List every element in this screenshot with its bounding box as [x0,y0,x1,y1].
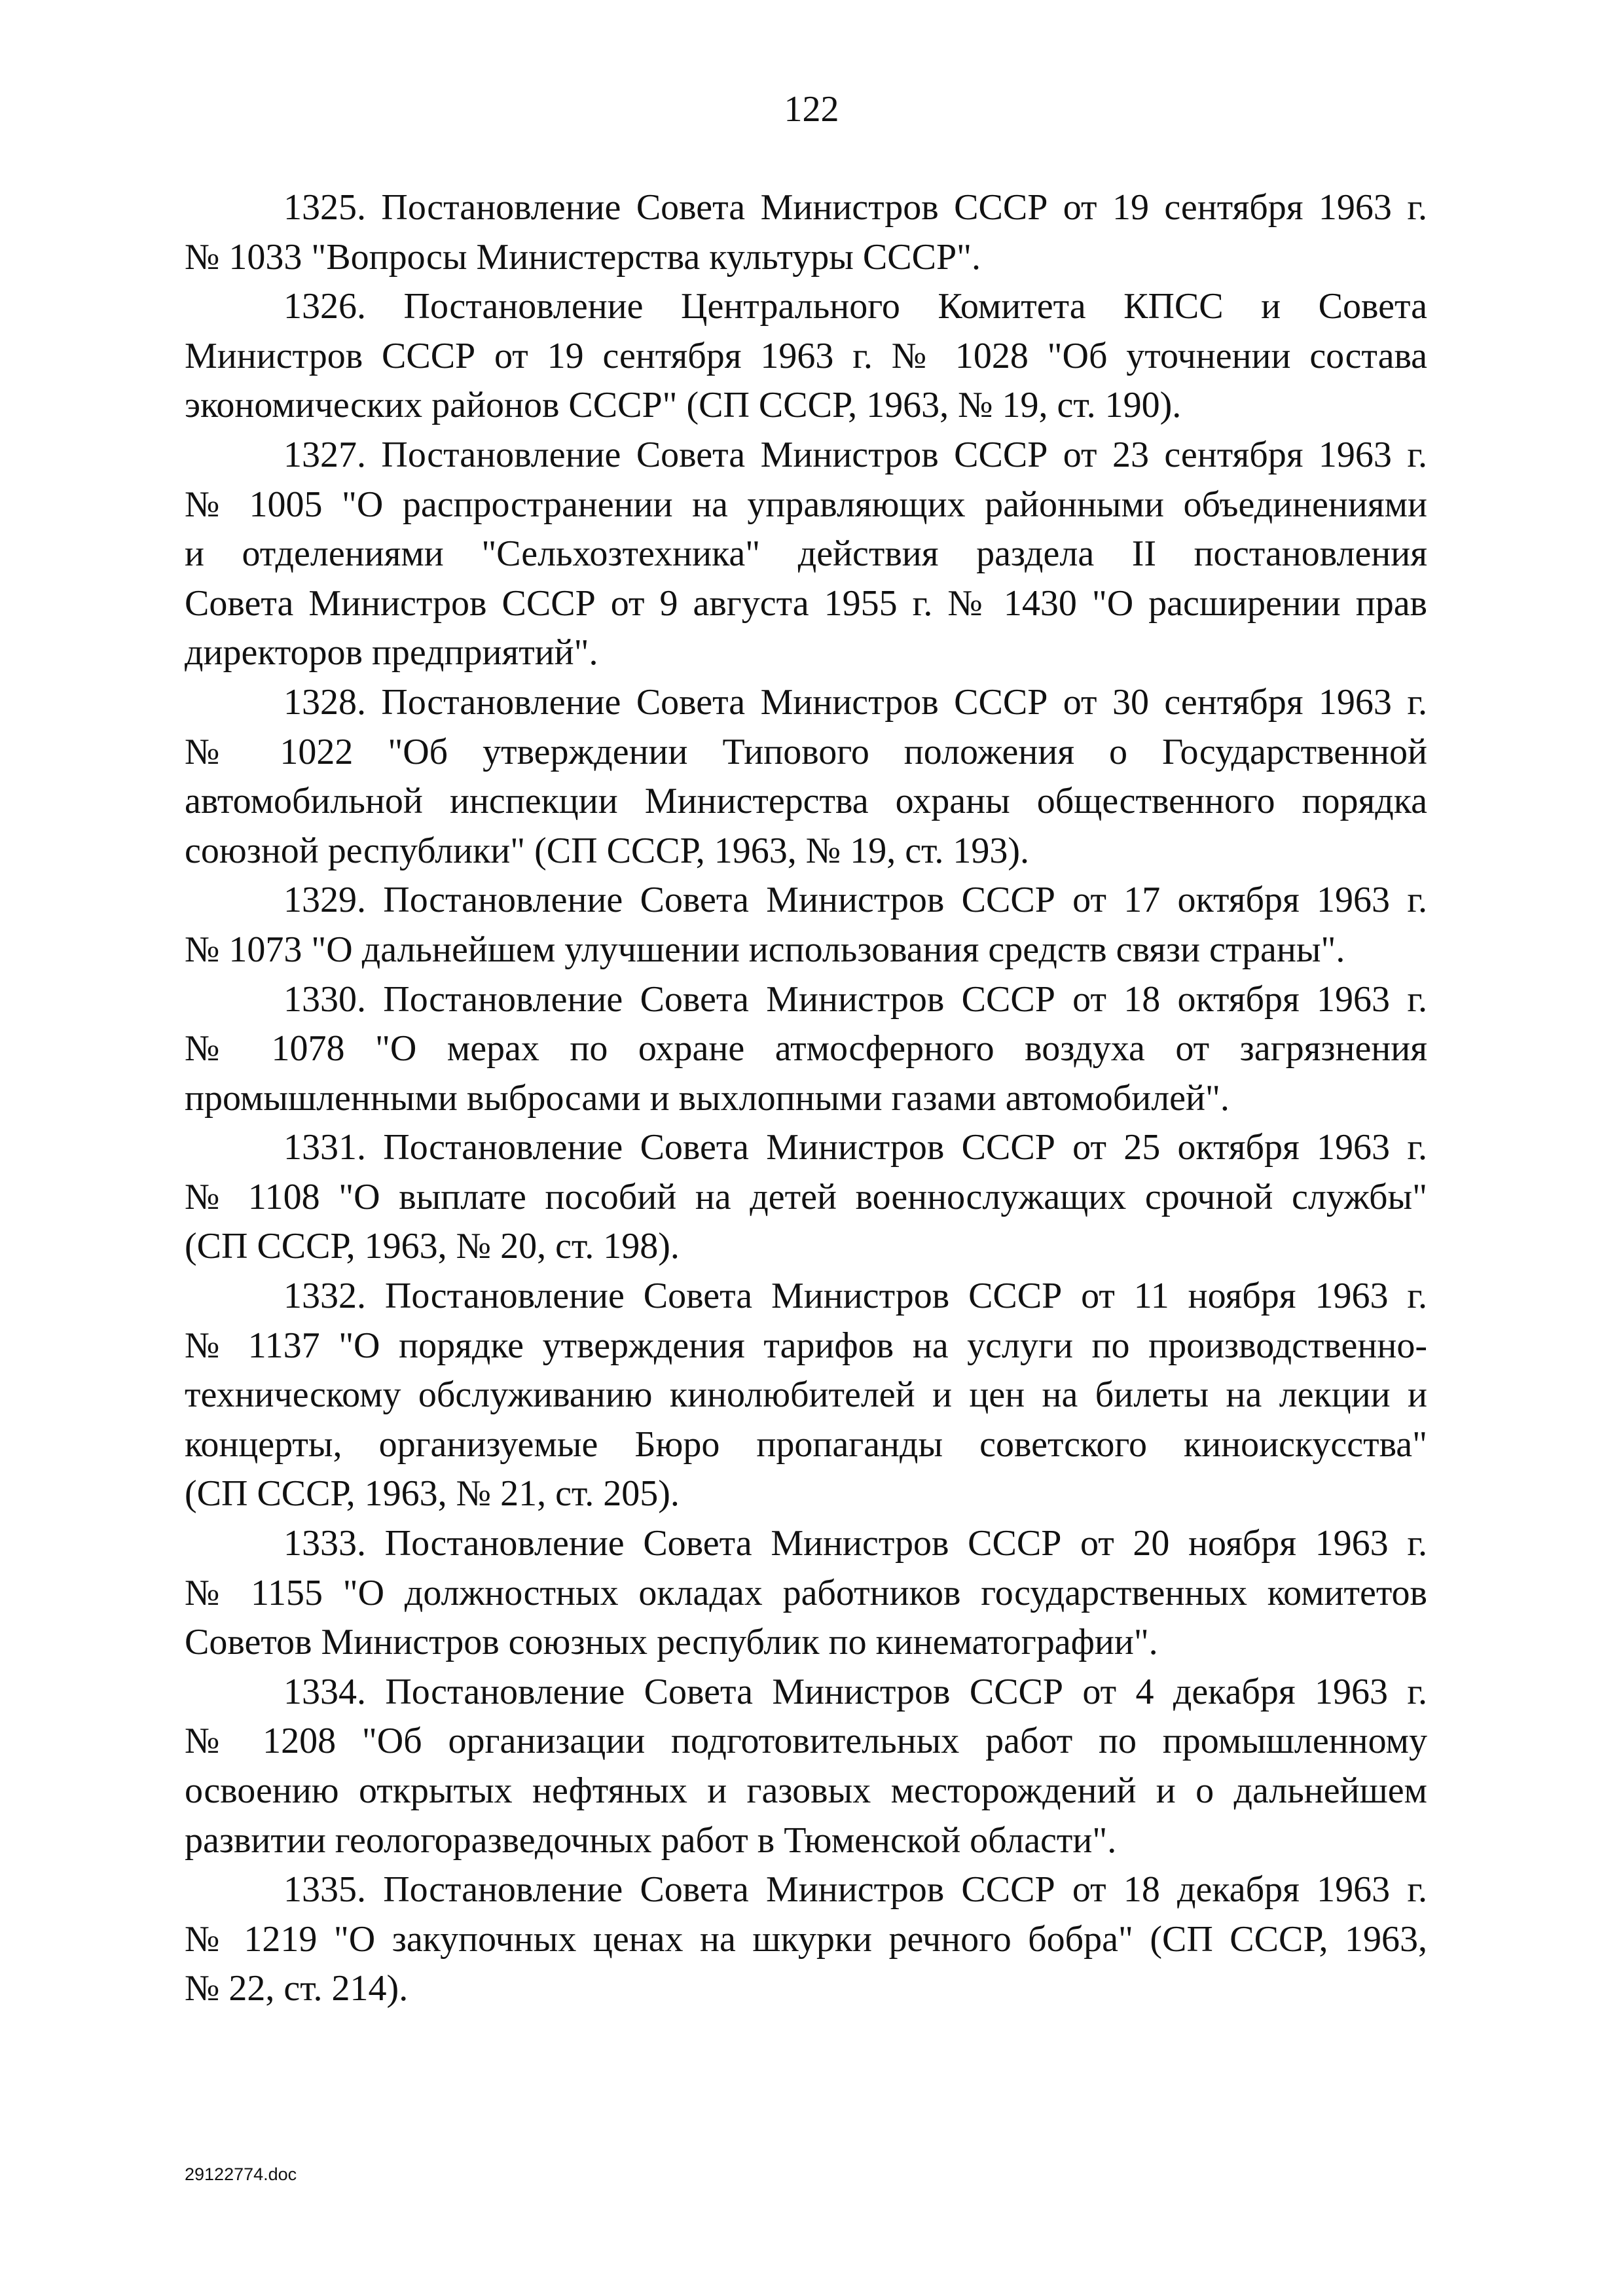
entry-line: концерты, организуемые Бюро пропаганды советского киноискусства" [185,1424,1427,1465]
entry-line: № 1208 "Об организации подготовительных работ по промышленному [185,1721,1427,1762]
entry-line: экономических районов СССР" (СП СССР, 1963, № 19, ст. 190). [185,385,1182,426]
entry-line: № 1137 "О порядке утверждения тарифов на услуги по производственно- [185,1325,1427,1366]
entry-line: развитии геологоразведочных работ в Тюменской области". [185,1820,1117,1861]
entry-line: 1327. Постановление Совета Министров СССР от 23 сентября 1963 г. [283,434,1427,475]
list-item [185,1123,1427,1272]
entry-line: 1332. Постановление Совета Министров СССР от 11 ноября 1963 г. [283,1276,1427,1317]
list-item [185,183,1427,282]
entry-line: промышленными выбросами и выхлопными газами автомобилей". [185,1077,1230,1119]
entry-line: № 1219 "О закупочных ценах на шкурки речного бобра" (СП СССР, 1963, [185,1918,1427,1960]
entry-line: директоров предприятий". [185,632,598,673]
entry-line: 1335. Постановление Совета Министров СССР от 18 декабря 1963 г. [283,1869,1427,1910]
entry-line: 1328. Постановление Совета Министров СССР от 30 сентября 1963 г. [283,681,1427,723]
entry-line: (СП СССР, 1963, № 21, ст. 205). [185,1473,680,1515]
list-item [185,678,1427,876]
entry-line: № 22, ст. 214). [185,1968,409,2009]
list-item [185,1668,1427,1865]
list-item [185,876,1427,975]
list-item [185,1272,1427,1519]
entry-line: 1325. Постановление Совета Министров СССР от 19 сентября 1963 г. [283,187,1427,228]
entry-line: 1331. Постановление Совета Министров СССР от 25 октября 1963 г. [283,1127,1427,1168]
entry-line: 1329. Постановление Совета Министров СССР от 17 октября 1963 г. [283,880,1427,921]
entry-line: 1334. Постановление Совета Министров СССР от 4 декабря 1963 г. [283,1671,1427,1712]
document-file-id: 29122774.doc [185,2164,297,2184]
entry-line: союзной республики" (СП СССР, 1963, № 19, ст. 193). [185,830,1029,871]
entry-line: Совета Министров СССР от 9 августа 1955 г. № 1430 "О расширении прав [185,583,1427,624]
entry-line: № 1005 "О распространении на управляющих районными объединениями [185,484,1427,525]
entry-line: 1333. Постановление Совета Министров СССР от 20 ноября 1963 г. [283,1523,1427,1564]
list-item [185,1865,1427,2014]
entry-line: № 1022 "Об утверждении Типового положения о Государственной [185,731,1427,772]
entry-line: Министров СССР от 19 сентября 1963 г. № 1028 "Об уточнении состава [185,335,1427,376]
entry-line: освоению открытых нефтяных и газовых месторождений и о дальнейшем [185,1770,1427,1811]
list-item [185,1519,1427,1668]
entry-line: и отделениями "Сельхозтехника" действия раздела II постановления [185,533,1427,575]
entry-line: 1326. Постановление Центрального Комитета КПСС и Совета [283,286,1427,327]
list-item [185,431,1427,678]
entry-line: № 1033 "Вопросы Министерства культуры СССР". [185,236,981,278]
entry-line: № 1078 "О мерах по охране атмосферного воздуха от загрязнения [185,1028,1427,1069]
page-number: 122 [784,89,839,130]
entry-line: № 1073 "О дальнейшем улучшении использования средств связи страны". [185,929,1345,970]
list-item [185,975,1427,1124]
entry-line: № 1108 "О выплате пособий на детей военнослужащих срочной службы" [185,1176,1427,1217]
entry-line: 1330. Постановление Совета Министров СССР от 18 октября 1963 г. [283,978,1427,1020]
entry-line: № 1155 "О должностных окладах работников государственных комитетов [185,1572,1427,1613]
list-item [185,282,1427,431]
entry-line: техническому обслуживанию кинолюбителей и цен на билеты на лекции и [185,1374,1427,1416]
document-body [185,183,1427,2014]
entry-line: Советов Министров союзных республик по кинематографии". [185,1622,1158,1663]
entry-line: автомобильной инспекции Министерства охраны общественного порядка [185,781,1427,822]
entry-line: (СП СССР, 1963, № 20, ст. 198). [185,1226,680,1267]
